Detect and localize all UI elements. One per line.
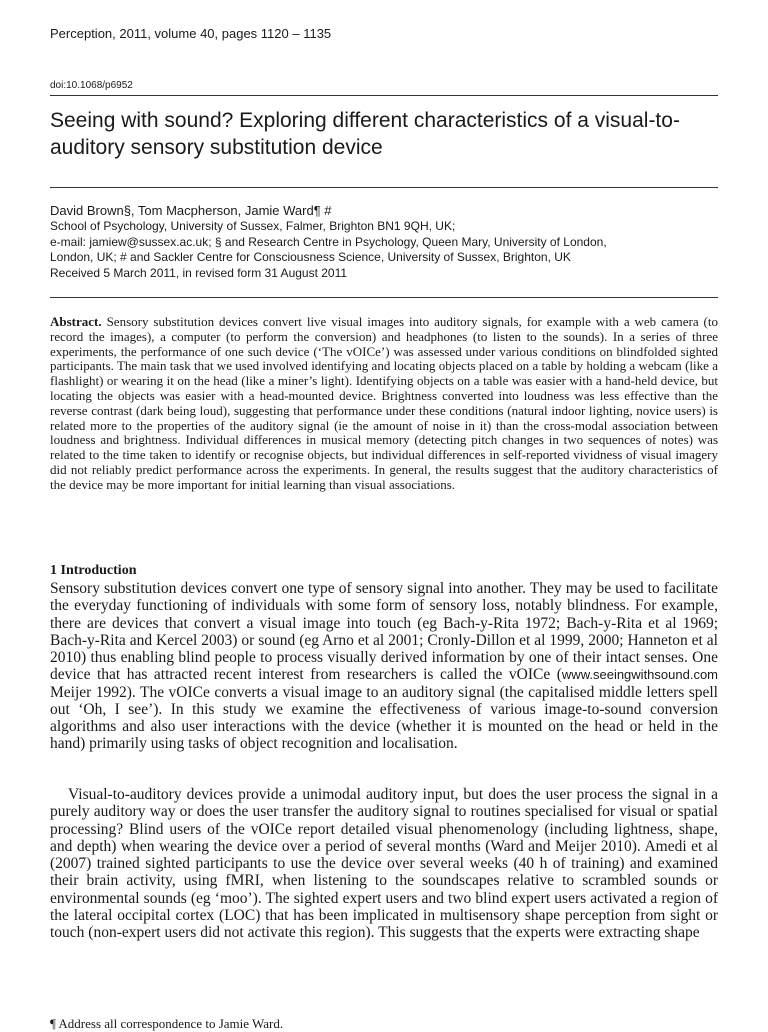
paragraph-text: Meijer 1992). The vOICe converts a visual image to an auditory signal (the capitalised middle letters spell out ‘Oh, I see’). In this study we examine the effectiveness of various image-to-sound conversion algorithms and also user interactions with the device (whether it is mounted on the head or held in the hand) primarily using tasks of object recognition and localisation. (50, 683, 718, 753)
journal-citation: Perception, 2011, volume 40, pages 1120 – 1135 (50, 26, 332, 41)
abstract-text: Sensory substitution devices convert live visual images into auditory signals, for example with a web camera (to record the images), a computer (to perform the conversion) and headphones (to listen to the sounds). In a series of three experiments, the performance of one such device (‘The vOICe’) was assessed under various conditions on blindfolded sighted participants. The main task that we used involved identifying and locating objects placed on a table by holding a webcam (like a flashlight) or wearing it on the head (like a miner’s light). Identifying objects on a table was easier with a hand-held device, but locating the objects was easier with a head-mounted device. Brightness converted into loudness was less effective than the reverse contrast (dark being loud), suggesting that performance under these conditions (natural indoor lighting, novice users) is related more to the properties of the auditory signal (ie the amount of noise in it) than the cross-modal association between loudness and brightness. Individual differences in musical memory (detecting pitch changes in two sequences of notes) was related to the time taken to identify or recognise objects, but individual differences in self-reported vividness of visual imagery did not reliably predict performance across the experiments. In general, the results suggest that the auditory characteristics of the device may be more important for initial learning than visual associations. (50, 314, 719, 492)
section-heading: 1 Introduction (50, 563, 137, 578)
received-dates: Received 5 March 2011, in revised form 31 August 2011 (50, 265, 348, 280)
abstract-label: Abstract. (50, 314, 102, 329)
doi: doi:10.1068/p6952 (50, 80, 133, 91)
affiliation-line: London, UK; # and Sackler Centre for Consciousness Science, University of Sussex, Brighton, UK (50, 250, 571, 264)
affiliations (50, 219, 720, 281)
abstract-rule (50, 297, 718, 298)
affiliation-line: e-mail: jamiew@sussex.ac.uk; § and Research Centre in Psychology, Queen Mary, University of London, (50, 234, 607, 249)
abstract (50, 315, 718, 493)
footnote: ¶ Address all correspondence to Jamie Ward. (50, 1016, 284, 1031)
website-link[interactable]: www.seeingwithsound.com (561, 667, 718, 683)
top-rule (50, 95, 718, 96)
paragraph-text: Sensory substitution devices convert one type of sensory signal into another. They may be used to facilitate the everyday functioning of individuals with some form of sensory loss, notably blindness. For example, there are devices that convert a visual image into touch (eg Bach-y-Rita 1972; Bach-y-Rita et al 1969; Bach-y-Rita and Kercel 2003) or sound (eg Arno et al 2001; Cronly-Dillon et al 1999, 2000; Hanneton et al 2010) thus enabling blind people to process visually derived information by one of their intact senses. One device that has attracted recent interest from researchers is called the vOICe ( (50, 580, 718, 684)
paper-title: Seeing with sound? Exploring different characteristics of a visual-to-auditory sensory substitution device (50, 109, 680, 159)
title-rule (50, 187, 718, 188)
intro-paragraph-2 (50, 786, 718, 941)
author-list: David Brown§, Tom Macpherson, Jamie Ward¶ # (50, 203, 332, 218)
affiliation-line: School of Psychology, University of Sussex, Falmer, Brighton BN1 9QH, UK; (50, 219, 456, 233)
paragraph-text: Visual-to-auditory devices provide a unimodal auditory input, but does the user process the signal in a purely auditory way or does the user transfer the auditory signal to routines specialised for visual or spatial processing? Blind users of the vOICe report detailed visual phenomenology (including lightness, shape, and depth) when wearing the device over a period of several months (Ward and Meijer 2010). Amedi et al (2007) trained sighted participants to use the device over several weeks (40 h of training) and examined their brain activity, using fMRI, when listening to the soundscapes relative to scrambled sounds or environmental sounds (eg ‘moo’). The sighted expert users and two blind expert users activated a region of the lateral occipital cortex (LOC) that has been implicated in multisensory shape perception from sight or touch (non-expert users did not activate this region). This suggests that the experts were extracting shape (50, 786, 718, 941)
intro-paragraph-1 (50, 580, 718, 753)
